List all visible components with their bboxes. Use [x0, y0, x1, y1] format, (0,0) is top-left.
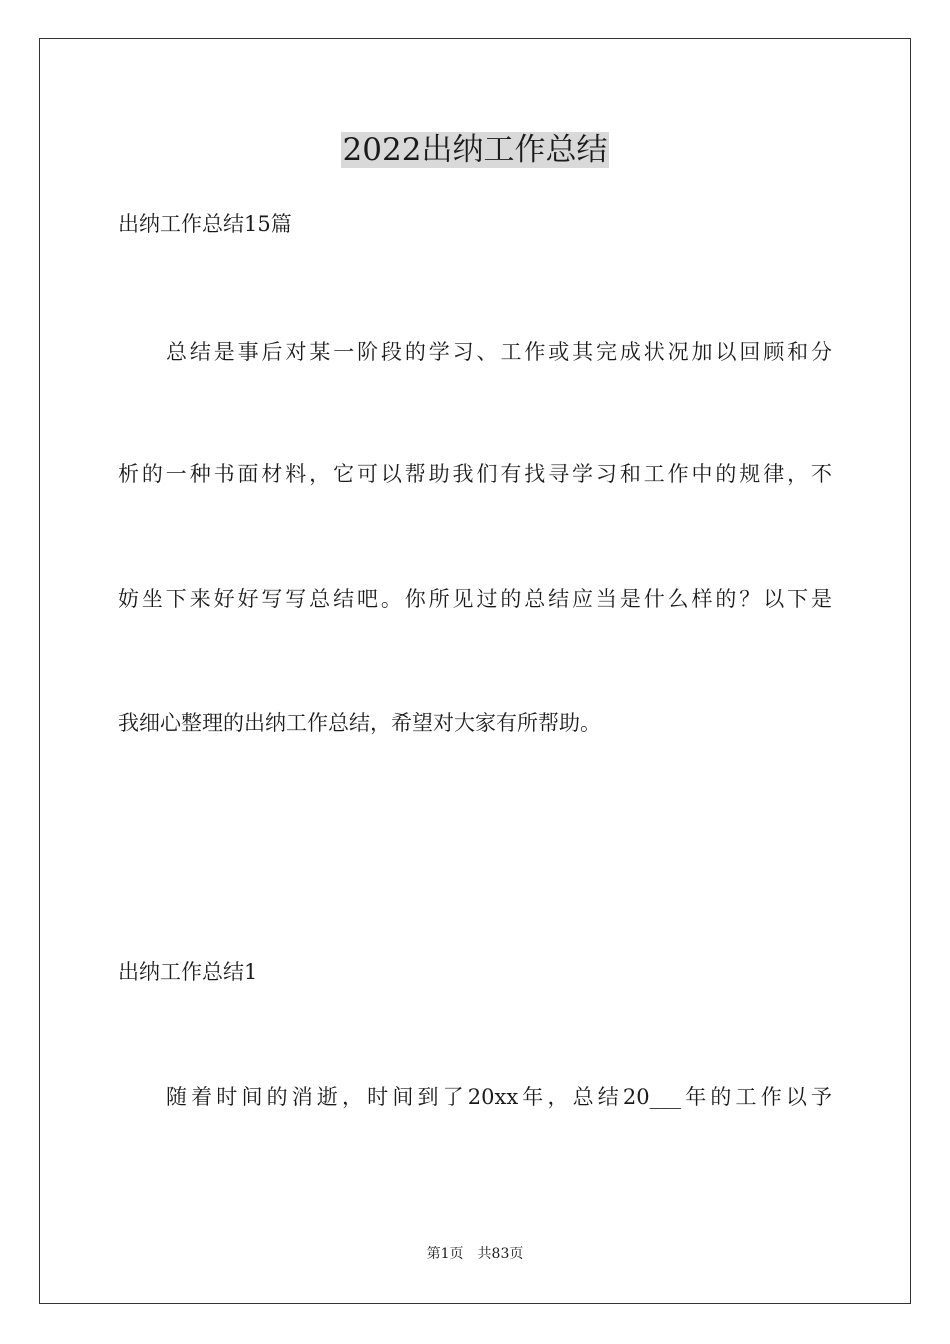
intro-line-2: 析的一种书面材料，它可以帮助我们有找寻学习和工作中的规律，不	[118, 462, 832, 486]
document-title	[0, 130, 950, 170]
document-subtitle: 出纳工作总结15篇	[118, 212, 292, 236]
intro-line-4: 我细心整理的出纳工作总结，希望对大家有所帮助。	[118, 711, 601, 735]
section-heading: 出纳工作总结1	[118, 960, 258, 984]
section-first-line: 随着时间的消逝，时间到了20xx年，总结20___年的工作以予	[166, 1085, 832, 1109]
intro-line-1: 总结是事后对某一阶段的学习、工作或其完成状况加以回顾和分	[166, 340, 832, 364]
document-title-text: 2022出纳工作总结	[342, 132, 608, 168]
intro-line-3: 妨坐下来好好写写总结吧。你所见过的总结应当是什么样的？以下是	[118, 587, 832, 611]
page-footer: 第1页 共83页	[426, 1246, 524, 1262]
